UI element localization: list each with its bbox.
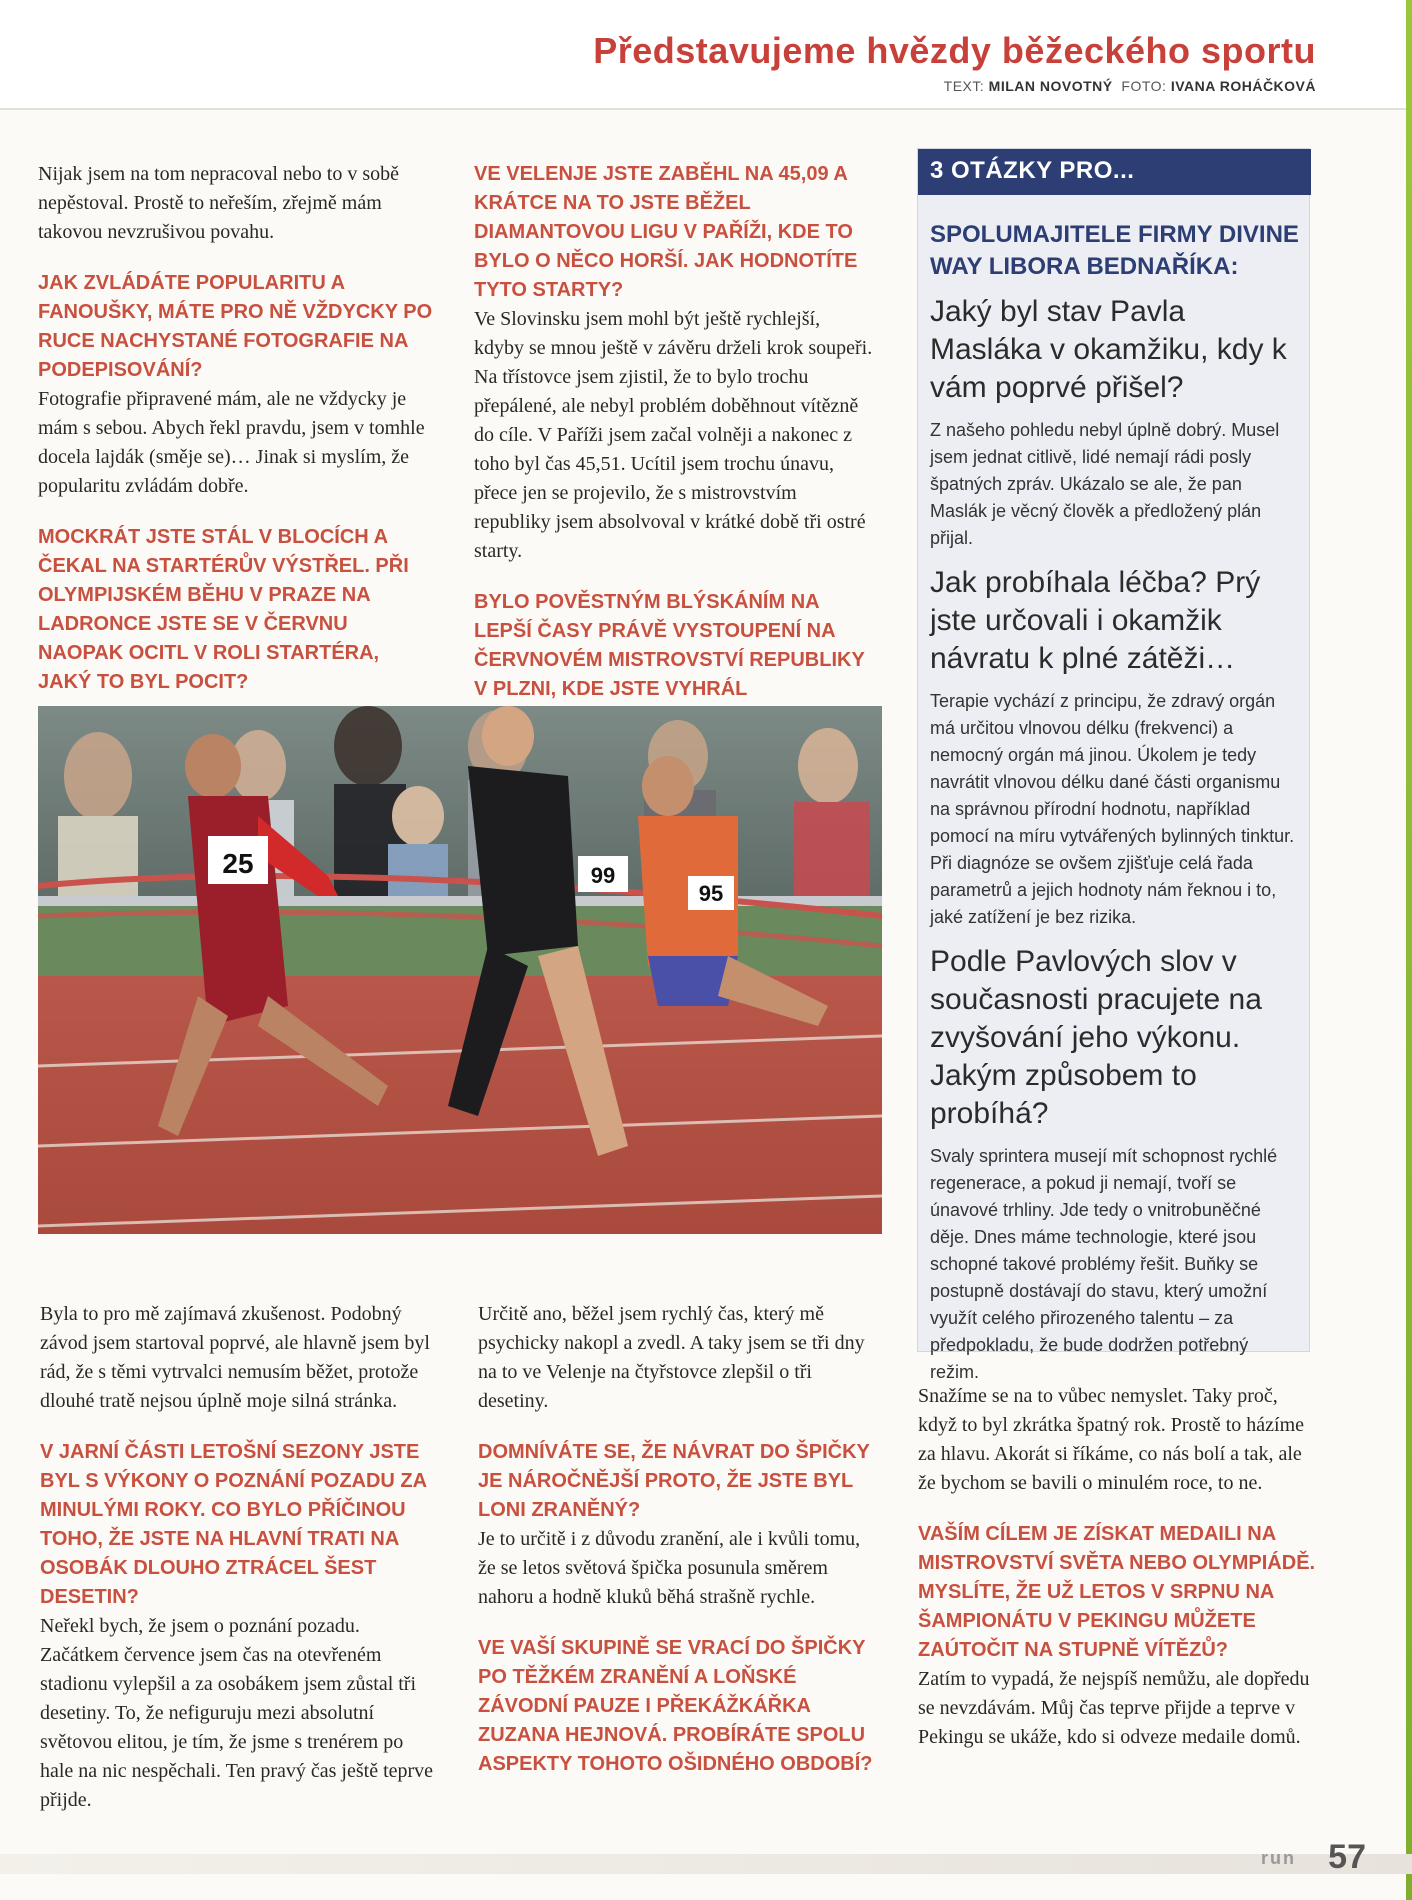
column-1-bottom xyxy=(40,1300,440,1815)
sidebar-answer: Svaly sprintera musejí mít schopnost rychlé regenerace, a pokud ji nemají, tvoří se únavové trhliny. Jde tedy o vnitrobuněčné děje. Dnes máme technologie, které jsou schopné takové problémy řešit. Buňky se postupně dostávají do stavu, který umožní využít celého přirozeného talentu – za předpokladu, že bude dodržen potřebný režim. xyxy=(930,1146,1278,1382)
interview-answer: Byla to pro mě zajímavá zkušenost. Podobný závod jsem startoval poprvé, ale hlavně jsem byl rád, že s těmi vytrvalci nemusím běžet, protože dlouhé tratě nejsou úplně moje silná stránka. xyxy=(40,1303,430,1412)
article-credits xyxy=(944,78,1316,94)
sidebar-answer: Z našeho pohledu nebyl úplně dobrý. Musel jsem jednat citlivě, lidé nemají rádi posly špatných zpráv. Ukázalo se ale, že pan Maslák je věcný člověk a předložený plán přijal. xyxy=(930,420,1280,548)
sidebar-header xyxy=(918,149,1311,195)
sidebar-question: Jaký byl stav Pavla Masláka v okamžiku, kdy k vám poprvé přišel? xyxy=(930,295,1287,404)
text-author: MILAN NOVOTNÝ xyxy=(988,78,1113,94)
article-headline: Představujeme hvězdy běžeckého sportu xyxy=(593,30,1316,71)
photo-label: FOTO: xyxy=(1121,78,1167,94)
page-number: 57 xyxy=(1328,1838,1366,1876)
interview-question: VAŠÍM CÍLEM JE ZÍSKAT MEDAILI NA MISTROVSTVÍ SVĚTA NEBO OLYMPIÁDĚ. MYSLÍTE, ŽE UŽ LETOS V SRPNU NA ŠAMPIONÁTU V PEKINGU MŮŽETE ZAÚTOČIT NA STUPNĚ VÍTĚZŮ? xyxy=(918,1523,1316,1661)
sidebar-question: Jak probíhala léčba? Prý jste určovali i okamžik návratu k plné zátěži… xyxy=(930,566,1261,675)
column-3-bottom xyxy=(918,1382,1318,1752)
sidebar-three-questions xyxy=(917,148,1310,1382)
footer-band xyxy=(0,1854,1412,1874)
interview-question: VE VAŠÍ SKUPINĚ SE VRACÍ DO ŠPIČKY PO TĚŽKÉM ZRANĚNÍ A LOŇSKÉ ZÁVODNÍ PAUZE I PŘEKÁŽKÁŘKA ZUZANA HEJNOVÁ. PROBÍRÁTE SPOLU ASPEKTY TOHOTO OŠIDNÉHO OBDOBÍ? xyxy=(478,1637,873,1775)
sidebar-qa-list xyxy=(930,293,1300,1398)
photo-illustration xyxy=(38,706,882,1234)
bib-number-2: 99 xyxy=(590,863,616,888)
bib-number-1: 25 xyxy=(222,848,254,879)
interview-answer: Je to určitě i z důvodu zranění, ale i kvůli tomu, že se letos světová špička posunula směrem nahoru a hodně kluků běhá strašně rychle. xyxy=(478,1528,861,1608)
interview-answer: Zatím to vypadá, že nejspíš nemůžu, ale dopředu se nevzdávám. Můj čas teprve přijde a teprve v Pekingu se ukáže, kdo si odveze medaile domů. xyxy=(918,1668,1310,1748)
sidebar-heading: 3 OTÁZKY PRO... xyxy=(930,157,1135,184)
text-label: TEXT: xyxy=(943,78,985,94)
magazine-brand: run xyxy=(1261,1848,1296,1868)
interview-question: V JARNÍ ČÁSTI LETOŠNÍ SEZONY JSTE BYL S VÝKONY O POZNÁNÍ POZADU ZA MINULÝMI ROKY. CO BYLO PŘÍČINOU TOHO, ŽE JSTE NA HLAVNÍ TRATI NA OSOBÁK DLOUHO ZTRÁCEL ŠEST DESETIN? xyxy=(40,1441,427,1608)
sidebar-question: Podle Pavlových slov v současnosti pracujete na zvyšování jeho výkonu. Jakým způsobem to probíhá? xyxy=(930,945,1262,1130)
photo-author: IVANA ROHÁČKOVÁ xyxy=(1170,78,1316,94)
column-1-top xyxy=(38,160,438,697)
interview-answer: Ve Slovinsku jsem mohl být ještě rychlejší, kdyby se mnou ještě v závěru drželi krok soupeři. Na třístovce jsem zjistil, že to bylo trochu přepálené, ale nebyl problém doběhnout vítězně do cíle. V Paříži jsem začal volněji a nakonec z toho byl čas 45,51. Ucítil jsem trochu únavu, přece jen se projevilo, že s mistrovstvím republiky jsem absolvoval v krátké době tři ostré starty. xyxy=(474,308,873,562)
interview-question: MOCKRÁT JSTE STÁL V BLOCÍCH A ČEKAL NA STARTÉRŮV VÝSTŘEL. PŘI OLYMPIJSKÉM BĚHU V PRAZE NA LADRONCE JSTE SE V ČERVNU NAOPAK OCITL V ROLI STARTÉRA, JAKÝ TO BYL POCIT? xyxy=(38,526,409,693)
interview-answer: Snažíme se na to vůbec nemyslet. Taky proč, když to byl zkrátka špatný rok. Prostě to házíme za hlavu. Akorát si říkáme, co nás bolí a tak, ale že bychom se bavili o minulém roce, to ne. xyxy=(918,1385,1305,1494)
interview-question: BYLO POVĚSTNÝM BLÝSKÁNÍM NA LEPŠÍ ČASY PRÁVĚ VYSTOUPENÍ NA ČERVNOVÉM MISTROVSTVÍ REPUBLIKY V PLZNI, KDE JSTE VYHRÁL xyxy=(474,591,865,700)
column-2-bottom xyxy=(478,1300,878,1779)
page-edge-stripe xyxy=(1406,0,1412,1900)
interview-question: DOMNÍVÁTE SE, ŽE NÁVRAT DO ŠPIČKY JE NÁROČNĚJŠÍ PROTO, ŽE JSTE BYL LONI ZRANĚNÝ? xyxy=(478,1441,870,1521)
interview-answer: Nijak jsem na tom nepracoval nebo to v sobě nepěstoval. Prostě to neřeším, zřejmě mám takovou nevzrušivou povahu. xyxy=(38,163,400,243)
column-2-top xyxy=(474,160,874,733)
interview-question: JAK ZVLÁDÁTE POPULARITU A FANOUŠKY, MÁTE PRO NĚ VŽDYCKY PO RUCE NACHYSTANÉ FOTOGRAFIE NA PODEPISOVÁNÍ? xyxy=(38,272,433,381)
interview-question: VE VELENJE JSTE ZABĚHL NA 45,09 A KRÁTCE NA TO JSTE BĚŽEL DIAMANTOVOU LIGU V PAŘÍŽI, KDE TO BYLO O NĚCO HORŠÍ. JAK HODNOTÍTE TYTO STARTY? xyxy=(474,163,858,301)
sidebar-subheading: SPOLUMAJITELE FIRMY DIVINE WAY LIBORA BEDNAŘÍKA: xyxy=(930,221,1299,280)
sidebar-answer: Terapie vychází z principu, že zdravý orgán má určitou vlnovou délku (frekvenci) a nemocný orgán má jinou. Úkolem je tedy navrátit vlnovou délku dané části organismu na správnou přírodní hodnotu, například pomocí na míru vytvářených bylinných tinktur. Při diagnóze se ovšem zjišťuje celá řada parametrů a jejich hodnoty nám řeknou i to, jaké zatížení je bez rizika. xyxy=(930,691,1295,927)
bib-number-3: 95 xyxy=(698,881,724,906)
sprint-race-photo xyxy=(38,706,882,1234)
interview-answer: Neřekl bych, že jsem o poznání pozadu. Začátkem července jsem čas na otevřeném stadionu vylepšil a za osobákem jsem zůstal tři desetiny. To, že nefiguruju mezi absolutní světovou elitou, je tím, že jsme s trenérem po hale na nic nespěchali. Ten pravý čas ještě teprve přijde. xyxy=(40,1615,434,1811)
interview-answer: Určitě ano, běžel jsem rychlý čas, který mě psychicky nakopl a zvedl. A taky jsem se tři dny na to ve Velenje na čtyřstovce zlepšil o tři desetiny. xyxy=(478,1303,865,1412)
interview-answer: Fotografie připravené mám, ale ne vždycky je mám s sebou. Abych řekl pravdu, jsem v tomhle docela lajdák (směje se)… Jinak si myslím, že popularitu zvládám dobře. xyxy=(38,388,425,497)
